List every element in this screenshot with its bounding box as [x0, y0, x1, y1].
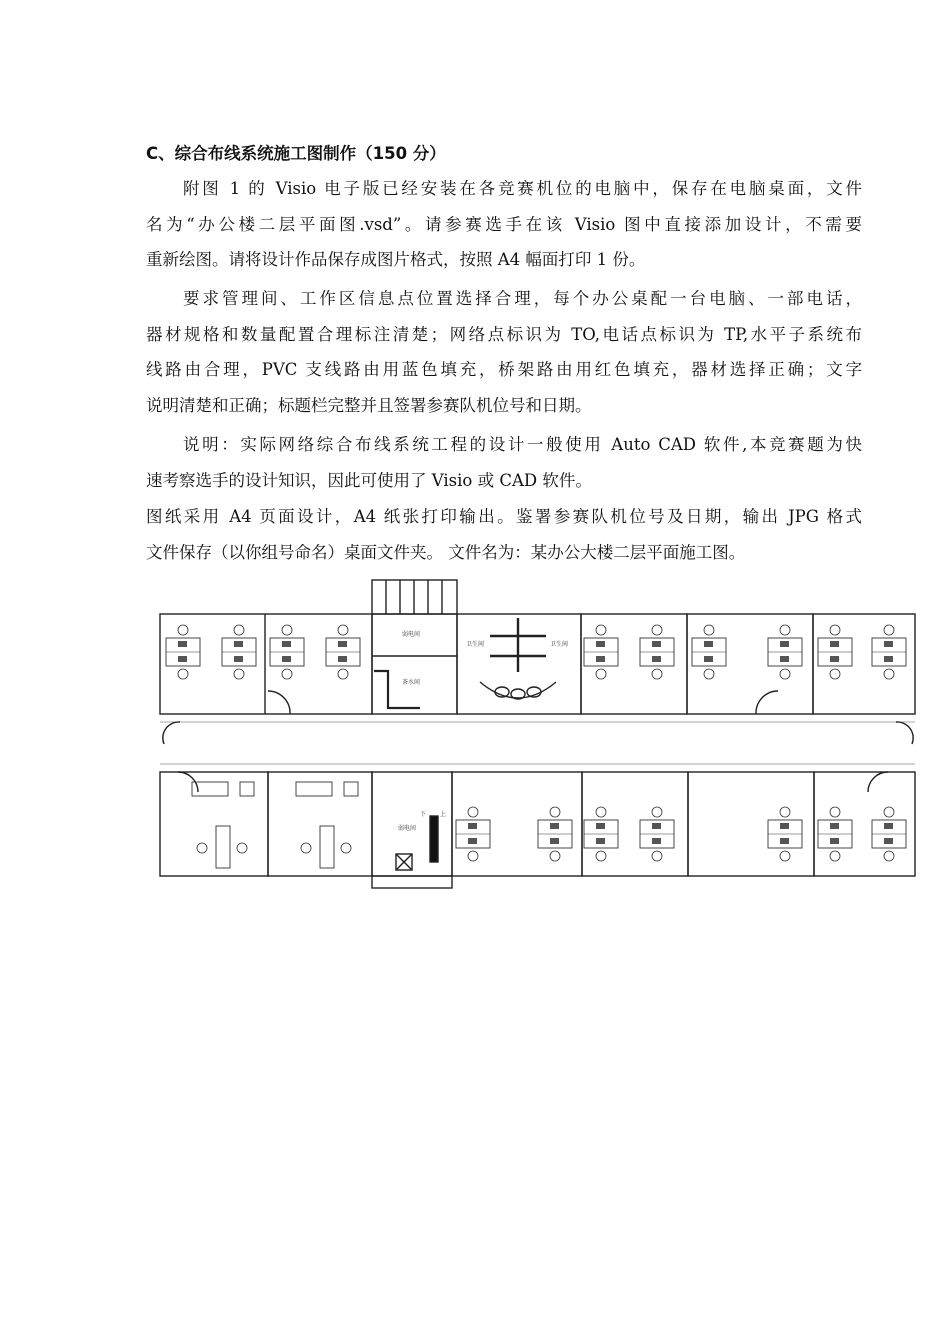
chair-icon	[652, 625, 662, 635]
chair-icon	[704, 625, 714, 635]
chair-icon	[830, 625, 840, 635]
label-weak-room-top: 弱电间	[402, 631, 421, 638]
label-weak-room-bottom: 弱电间	[398, 825, 417, 832]
chair-icon	[884, 669, 894, 679]
chair-icon	[282, 669, 292, 679]
text-line: 说明：实际网络综合布线系统工程的设计一般使用 Auto CAD 软件,本竞赛题为快	[183, 435, 862, 454]
computer-icon	[704, 641, 713, 647]
label-tea-room: 茶水间	[402, 679, 421, 686]
chair-icon	[780, 851, 790, 861]
chair-icon	[652, 807, 662, 817]
computer-icon	[234, 656, 243, 662]
chair-icon	[830, 807, 840, 817]
chair-icon	[596, 851, 606, 861]
computer-icon	[884, 823, 893, 829]
executive-desk	[216, 826, 230, 868]
label-toilet-left: 卫生间	[466, 641, 485, 648]
floor-plan-drawing	[158, 576, 918, 891]
chair-icon	[550, 851, 560, 861]
chair-icon	[884, 625, 894, 635]
chair-icon	[234, 669, 244, 679]
computer-icon	[178, 656, 187, 662]
computer-icon	[282, 656, 291, 662]
chair-icon	[338, 669, 348, 679]
computer-icon	[596, 656, 605, 662]
text-line: 重新绘图。请将设计作品保存成图片格式，按照 A4 幅面打印 1 份。	[146, 250, 646, 269]
computer-icon	[178, 641, 187, 647]
text-line: 速考察选手的设计知识，因此可使用了 Visio 或 CAD 软件。	[146, 470, 592, 490]
paragraph-note	[146, 427, 862, 498]
chair-icon	[282, 625, 292, 635]
paragraph-visio-instructions	[146, 171, 862, 278]
chair-icon	[780, 669, 790, 679]
chair-icon	[704, 669, 714, 679]
text-line: 附图 1 的 Visio 电子版已经安装在各竞赛机位的电脑中，保存在电脑桌面，文件	[183, 179, 862, 198]
computer-icon	[884, 838, 893, 844]
computer-icon	[468, 823, 477, 829]
computer-icon	[830, 823, 839, 829]
computer-icon	[652, 656, 661, 662]
chair-icon	[468, 851, 478, 861]
side-table-icon	[240, 782, 254, 796]
computer-icon	[596, 838, 605, 844]
label-toilet-right: 卫生间	[550, 641, 569, 648]
chair-icon	[884, 851, 894, 861]
text-line: 名为“办公楼二层平面图.vsd”。请参赛选手在该 Visio 图中直接添加设计，不需要	[146, 214, 862, 234]
computer-icon	[830, 656, 839, 662]
text-line: 要求管理间、工作区信息点位置选择合理，每个办公桌配一台电脑、一部电话，	[183, 289, 862, 308]
chair-icon	[780, 625, 790, 635]
chair-icon	[468, 807, 478, 817]
paragraph-requirements	[146, 281, 862, 423]
computer-icon	[884, 641, 893, 647]
computer-icon	[550, 823, 559, 829]
floor-plan-figure	[158, 576, 918, 891]
chair-icon	[237, 843, 247, 853]
chair-icon	[596, 807, 606, 817]
computer-icon	[780, 656, 789, 662]
chair-icon	[884, 807, 894, 817]
computer-icon	[830, 641, 839, 647]
sofa-icon	[296, 782, 332, 796]
computer-icon	[338, 656, 347, 662]
paragraph-print-output	[146, 499, 862, 570]
computer-icon	[652, 823, 661, 829]
chair-icon	[780, 807, 790, 817]
text-line: 说明清楚和正确；标题栏完整并且签署参赛队机位号和日期。	[146, 395, 592, 415]
executive-desk	[320, 826, 334, 868]
section-heading: C、综合布线系统施工图制作（150 分）	[146, 144, 446, 163]
computer-icon	[468, 838, 477, 844]
computer-icon	[652, 641, 661, 647]
computer-icon	[780, 641, 789, 647]
chair-icon	[652, 669, 662, 679]
label-stair-down: 下	[420, 811, 427, 818]
computer-icon	[780, 838, 789, 844]
side-table-icon	[344, 782, 358, 796]
text-line: 图纸采用 A4 页面设计，A4 纸张打印输出。鉴署参赛队机位号及日期，输出 JPG 格式	[146, 507, 862, 526]
computer-icon	[652, 838, 661, 844]
computer-icon	[234, 641, 243, 647]
chair-icon	[596, 625, 606, 635]
chair-icon	[830, 669, 840, 679]
chair-icon	[234, 625, 244, 635]
chair-icon	[652, 851, 662, 861]
computer-icon	[884, 656, 893, 662]
text-line: 线路由合理，PVC 支线路由用蓝色填充，桥架路由用红色填充，器材选择正确；文字	[146, 360, 862, 379]
computer-icon	[830, 838, 839, 844]
computer-icon	[550, 838, 559, 844]
computer-icon	[704, 656, 713, 662]
chair-icon	[830, 851, 840, 861]
computer-icon	[780, 823, 789, 829]
chair-icon	[550, 807, 560, 817]
label-stair-up: 上	[440, 811, 447, 818]
chair-icon	[341, 843, 351, 853]
computer-icon	[282, 641, 291, 647]
computer-icon	[596, 641, 605, 647]
chair-icon	[338, 625, 348, 635]
chair-icon	[197, 843, 207, 853]
chair-icon	[596, 669, 606, 679]
text-line: 文件保存（以你组号命名）桌面文件夹。 文件名为：某办公大楼二层平面施工图。	[146, 542, 746, 562]
chair-icon	[178, 625, 188, 635]
chair-icon	[301, 843, 311, 853]
computer-icon	[338, 641, 347, 647]
text-line: 器材规格和数量配置合理标注清楚；网络点标识为 TO,电话点标识为 TP,水平子系统布	[146, 324, 862, 344]
chair-icon	[178, 669, 188, 679]
computer-icon	[596, 823, 605, 829]
